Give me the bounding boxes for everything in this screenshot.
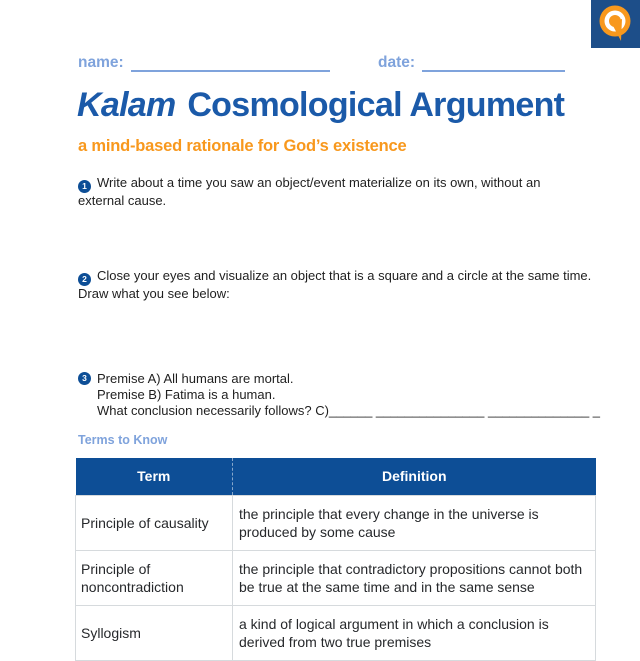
- question-3-premise-b: Premise B) Fatima is a human.: [97, 387, 276, 402]
- question-2-line-1: Close your eyes and visualize an object that is a square and a circle at the same time.: [97, 268, 592, 283]
- question-1-line-1: Write about a time you saw an object/event materialize on its own, without an: [97, 175, 541, 190]
- terms-to-know-heading: Terms to Know: [78, 433, 168, 447]
- question-1-line-2: external cause.: [78, 192, 167, 208]
- title-rest: Cosmological Argument: [187, 86, 565, 124]
- name-field: [78, 53, 330, 72]
- question-1-number-badge: 1: [78, 180, 91, 193]
- question-3-lines: [97, 371, 600, 419]
- question-2: [78, 268, 603, 302]
- name-blank-line: [131, 53, 330, 72]
- question-3: [78, 371, 603, 419]
- q-speech-bubble-icon: [591, 0, 640, 48]
- question-2-line-2: Draw what you see below:: [78, 285, 230, 301]
- table-row: [76, 550, 596, 605]
- date-field: [378, 53, 565, 72]
- title-italic-word: Kalam: [77, 86, 176, 124]
- page-title: [77, 86, 564, 124]
- question-1: [78, 175, 603, 209]
- definition-cell: the principle that contradictory propositions cannot both be true at the same time and in the same sense: [233, 550, 596, 605]
- question-3-premise-a: Premise A) All humans are mortal.: [97, 371, 294, 386]
- term-column-header: Term: [76, 458, 233, 495]
- question-3-conclusion-blank: What conclusion necessarily follows? C)______ _______________ ______________ _: [97, 403, 601, 418]
- page-subtitle: a mind-based rationale for God’s existence: [78, 137, 407, 155]
- terms-table-header-row: [76, 458, 596, 495]
- terms-table: [75, 458, 596, 661]
- date-label: date:: [378, 54, 416, 71]
- table-row: [76, 605, 596, 660]
- definition-cell: a kind of logical argument in which a conclusion is derived from two true premises: [233, 605, 596, 660]
- term-cell: Syllogism: [76, 605, 233, 660]
- date-blank-line: [422, 53, 565, 72]
- name-label: name:: [78, 54, 124, 71]
- term-cell: Principle of noncontradiction: [76, 550, 233, 605]
- definition-column-header: Definition: [233, 458, 596, 495]
- question-2-number-badge: 2: [78, 273, 91, 286]
- term-cell: Principle of causality: [76, 495, 233, 550]
- definition-cell: the principle that every change in the universe is produced by some cause: [233, 495, 596, 550]
- brand-logo: [591, 0, 640, 48]
- table-row: [76, 495, 596, 550]
- question-3-number-badge: 3: [78, 372, 91, 385]
